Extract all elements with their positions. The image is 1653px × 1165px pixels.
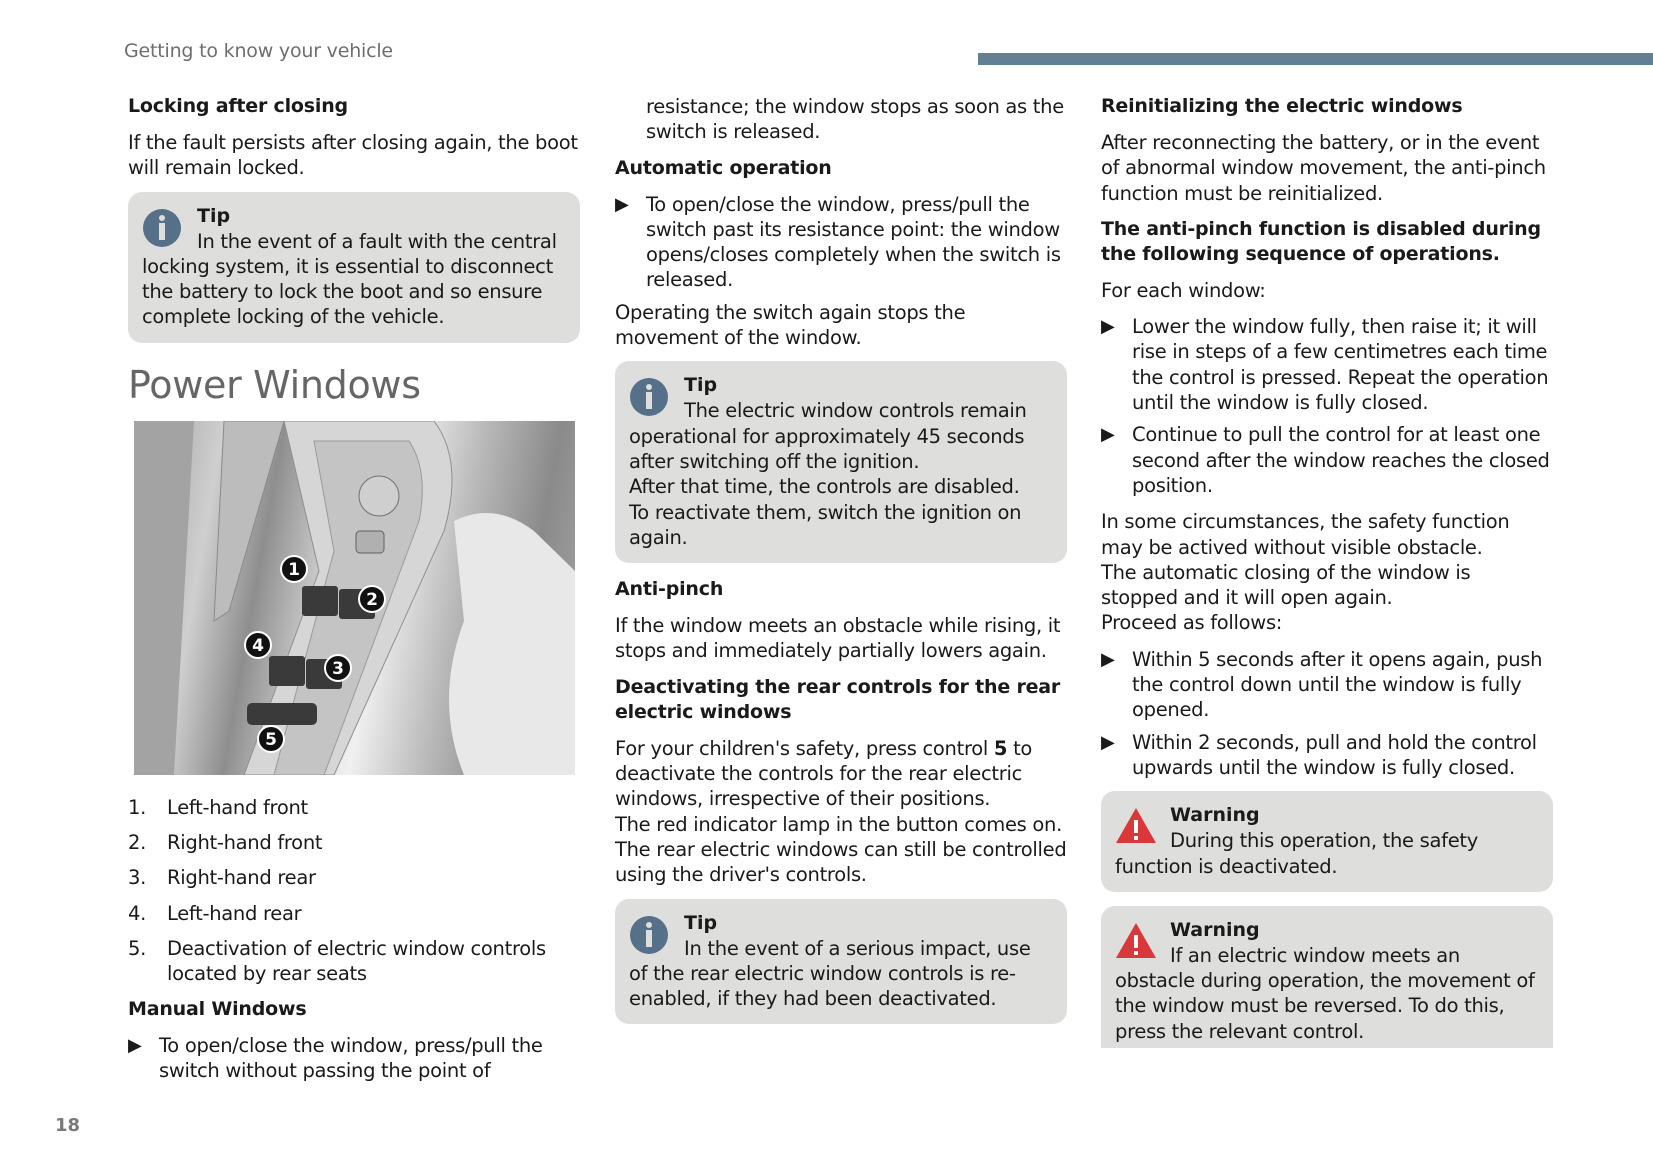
tip-title: Tip: [684, 911, 718, 934]
warning-icon: [1115, 922, 1157, 963]
for-each-window: For each window:: [1101, 278, 1266, 302]
anti-pinch-disabled-note: The anti-pinch function is disabled during the following sequence of operations.: [1101, 217, 1541, 265]
tip-title: Tip: [684, 374, 718, 397]
locking-heading: Locking after closing: [128, 95, 348, 117]
bullet-arrow-icon: ▶: [128, 1034, 142, 1056]
legend-item: 1. Left-hand front: [128, 795, 308, 819]
info-icon: [629, 915, 669, 959]
reinitializing-text: After reconnecting the battery, or in the event of abnormal window movement, the anti-pinch function must be reinitialized.: [1101, 131, 1546, 205]
bullet-arrow-icon: ▶: [1101, 731, 1115, 753]
deactivating-text-3: The rear electric windows can still be controlled using the driver's controls.: [615, 837, 1067, 887]
tip-callout-2: [615, 361, 1067, 563]
svg-text:1: 1: [288, 559, 300, 580]
manual-bullet-continued: resistance; the window stops as soon as the switch is released.: [646, 95, 1064, 144]
tip-title: Tip: [197, 204, 231, 227]
tip-body-3: To reactivate them, switch the ignition on again.: [629, 500, 1022, 549]
reinitializing-heading: Reinitializing the electric windows: [1101, 95, 1463, 117]
bullet-item: ▶ To open/close the window, press/pull the switch without passing the point of: [128, 1033, 543, 1082]
tip-body-2: After that time, the controls are disabled.: [629, 475, 1020, 499]
control-number: 5: [993, 736, 1008, 760]
legend-item: 5. Deactivation of electric window controls located by rear seats: [128, 936, 546, 986]
deactivating-text: For your children's safety, press control 5 to deactivate the controls for the rear electric windows, irrespective of their positions.: [615, 736, 1033, 811]
legend-item: 4. Left-hand rear: [128, 901, 302, 925]
bullet-item: ▶ Lower the window fully, then raise it; it will rise in steps of a few centimetres each time the control is pressed. Repeat the operation until the window is fully closed.: [1101, 315, 1549, 415]
legend-item: 3. Right-hand rear: [128, 866, 316, 890]
warning-title: Warning: [1170, 918, 1260, 941]
svg-text:2: 2: [366, 589, 378, 610]
svg-text:3: 3: [332, 658, 344, 679]
locking-text: If the fault persists after closing again, the boot will remain locked.: [128, 131, 578, 180]
warning-body: During this operation, the safety function is deactivated.: [1115, 829, 1479, 878]
warning-callout-1: [1101, 791, 1553, 892]
deactivating-rear-controls-heading: Deactivating the rear controls for the rear electric windows: [615, 675, 1061, 723]
tip-callout-1: [128, 192, 580, 343]
svg-text:5: 5: [265, 729, 277, 750]
anti-pinch-heading: Anti-pinch: [615, 578, 724, 601]
running-header: Getting to know your vehicle: [124, 40, 393, 62]
warning-title: Warning: [1170, 804, 1260, 827]
tip-body: The electric window controls remain operational for approximately 45 seconds after switching off the ignition.: [629, 399, 1027, 473]
circumstances-text-3: Proceed as follows:: [1101, 611, 1283, 635]
switch-legend-list: [128, 795, 580, 987]
header-accent-bar: [978, 53, 1653, 65]
deactivating-text-2: The red indicator lamp in the button comes on.: [615, 812, 1062, 836]
column-2: [615, 94, 1067, 1038]
anti-pinch-text: If the window meets an obstacle while rising, it stops and immediately partially lowers again.: [615, 614, 1061, 663]
warning-icon: [1115, 807, 1157, 848]
circumstances-text-2: The automatic closing of the window is stopped and it will open again.: [1101, 560, 1471, 610]
tip-body: In the event of a fault with the central locking system, it is essential to disconnect the battery to lock the boot and so ensure complete locking of the vehicle.: [142, 229, 557, 329]
bullet-item: ▶ Continue to pull the control for at least one second after the window reaches the closed position.: [1101, 423, 1550, 497]
svg-text:4: 4: [252, 635, 264, 656]
section-title: Power Windows: [128, 362, 421, 407]
info-icon: [629, 377, 669, 421]
door-switch-panel-illustration: [134, 421, 575, 775]
manual-windows-heading: Manual Windows: [128, 997, 307, 1020]
warning-callout-2: [1101, 906, 1553, 1048]
warning-body: If an electric window meets an obstacle during operation, the movement of the window must be reversed. To do this, press the relevant control.: [1115, 943, 1535, 1043]
bullet-arrow-icon: ▶: [1101, 648, 1115, 670]
column-3: [1101, 94, 1553, 1062]
automatic-operation-text: Operating the switch again stops the movement of the window.: [615, 300, 966, 350]
page-number: 18: [55, 1115, 81, 1136]
bullet-arrow-icon: ▶: [1101, 316, 1115, 338]
bullet-item: ▶ Within 2 seconds, pull and hold the control upwards until the window is fully closed.: [1101, 730, 1537, 779]
bullet-item: ▶ Within 5 seconds after it opens again, push the control down until the window is fully opened.: [1101, 647, 1543, 722]
info-icon: [142, 208, 182, 252]
legend-item: 2. Right-hand front: [128, 831, 323, 855]
bullet-item: ▶ To open/close the window, press/pull the switch past its resistance point: the window opens/closes completely when the switch is released.: [615, 192, 1061, 292]
tip-body: In the event of a serious impact, use of the rear electric window controls is re-enabled, if they had been deactivated.: [629, 936, 1031, 1011]
circumstances-text-1: In some circumstances, the safety function may be actived without visible obstacle.: [1101, 510, 1510, 559]
bullet-arrow-icon: ▶: [1101, 424, 1115, 446]
column-1: [128, 94, 580, 1090]
bullet-arrow-icon: ▶: [615, 193, 629, 215]
tip-callout-3: [615, 899, 1067, 1025]
automatic-operation-heading: Automatic operation: [615, 156, 832, 179]
